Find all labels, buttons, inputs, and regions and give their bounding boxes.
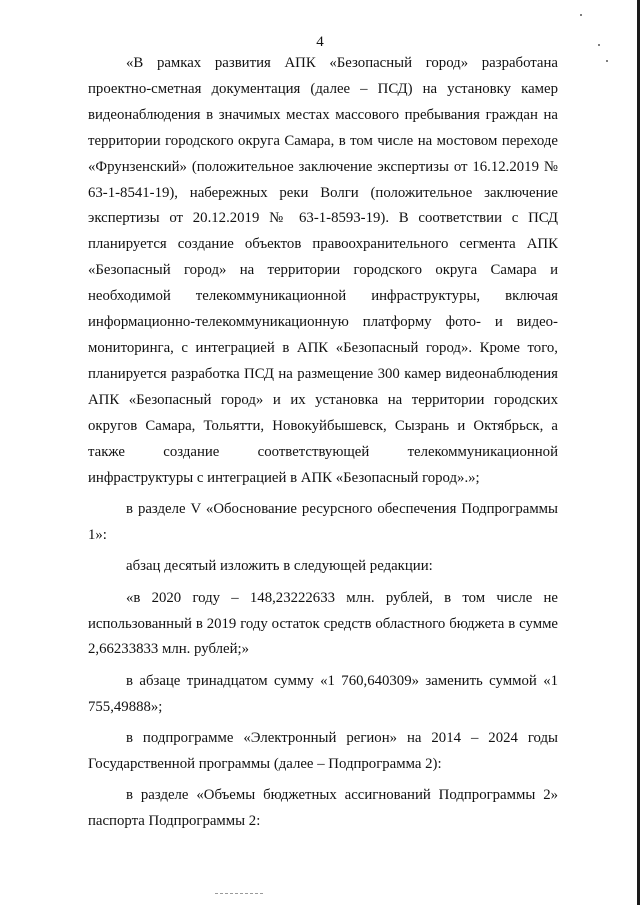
paragraph-psd-description: «В рамках развития АПК «Безопасный город» разработана проектно-сметная документация (далее – ПСД) на установку камер видеонаблюдения в значимых местах массового пребывания граждан на территории городского округа Самара, в том числе на мостовом переходе «Фрунзенский» (положительное заключение экспертизы от 16.12.2019 № 63-1-8541-19), набережных реки Волги (положительное заключение экспертизы от 20.12.2019 № 63-1-8593-19). В соответствии с ПСД планируется создание объектов правоохранительного сегмента АПК «Безопасный город» на территории городского округа Самара и необходимой телекоммуникационной инфраструктуры, включая информационно-телекоммуникационную платформу фото- и видео-мониторинга, с интеграцией в АПК «Безопасный город». Кроме того, планируется разработка ПСД на размещение 300 камер видеонаблюдения АПК «Безопасный город» и их установка на территории городских округов Самара, Тольятти, Новокуйбышевск, Сызрань и Октябрьск, а также создание соответствующей телекоммуникационной инфраструктуры с интеграцией в АПК «Безопасный город».»; bbox=[88, 55, 558, 486]
paragraph-thirteenth-clause: в абзаце тринадцатом сумму «1 760,640309» заменить суммой «1 755,49888»; bbox=[88, 672, 558, 715]
page-number: 4 bbox=[316, 34, 324, 50]
scan-mark bbox=[215, 893, 263, 895]
paragraph-tenth-clause: абзац десятый изложить в следующей редакции: bbox=[126, 558, 433, 575]
paragraph-2020-amount: «в 2020 году – 148,23222633 млн. рублей, в том числе не использованный в 2019 году остаток средств областного бюджета в сумме 2,66233833 млн. рублей;» bbox=[88, 589, 558, 658]
scan-speck bbox=[606, 60, 608, 62]
scan-speck bbox=[598, 44, 600, 46]
paragraph-section-v: в разделе V «Обоснование ресурсного обеспечения Подпрограммы 1»: bbox=[88, 500, 558, 543]
scan-speck bbox=[580, 14, 582, 16]
document-body bbox=[88, 51, 558, 835]
paragraph-budget-section: в разделе «Объемы бюджетных ассигнований Подпрограммы 2» паспорта Подпрограммы 2: bbox=[88, 787, 558, 830]
paragraph-subprogram-2: в подпрограмме «Электронный регион» на 2014 – 2024 годы Государственной программы (далее – Подпрограмма 2): bbox=[88, 730, 558, 773]
